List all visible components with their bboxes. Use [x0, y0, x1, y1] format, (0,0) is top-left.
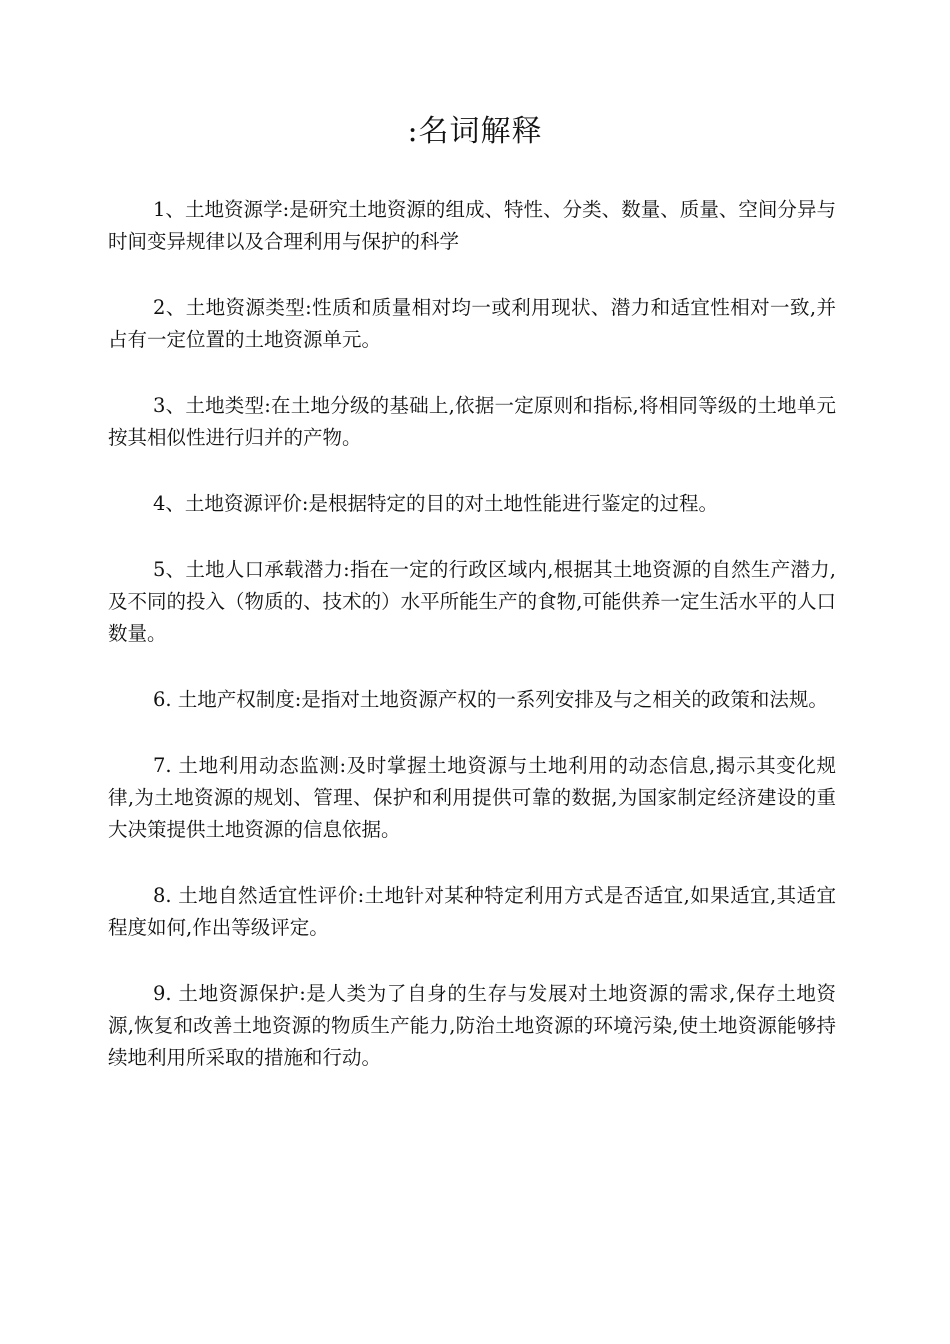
definition-item: 4、土地资源评价:是根据特定的目的对土地性能进行鉴定的过程。 [153, 492, 718, 515]
definition-item: 5、土地人口承载潜力:指在一定的行政区域内,根据其土地资源的自然生产潜力,及不同的投入（物质的、技术的）水平所能生产的食物,可能供养一定生活水平的人口数量。 [108, 558, 836, 645]
definition-item: 3、土地类型:在土地分级的基础上,依据一定原则和指标,将相同等级的土地单元按其相似性进行归并的产物。 [108, 394, 836, 449]
definition-list [108, 194, 836, 1108]
page-title: :名词解释 [407, 114, 543, 149]
definition-item: 7. 土地利用动态监测:及时掌握土地资源与土地利用的动态信息,揭示其变化规律,为土地资源的规划、管理、保护和利用提供可靠的数据,为国家制定经济建设的重大决策提供土地资源的信息依据。 [108, 754, 836, 841]
definition-item: 6. 土地产权制度:是指对土地资源产权的一系列安排及与之相关的政策和法规。 [153, 688, 828, 711]
definition-item: 8. 土地自然适宜性评价:土地针对某种特定利用方式是否适宜,如果适宜,其适宜程度如何,作出等级评定。 [108, 884, 836, 939]
definition-item: 9. 土地资源保护:是人类为了自身的生存与发展对土地资源的需求,保存土地资源,恢复和改善土地资源的物质生产能力,防治土地资源的环境污染,使土地资源能够持续地利用所采取的措施和行动。 [108, 982, 836, 1069]
definition-item: 2、土地资源类型:性质和质量相对均一或利用现状、潜力和适宜性相对一致,并占有一定位置的土地资源单元。 [108, 296, 836, 351]
definition-item: 1、土地资源学:是研究土地资源的组成、特性、分类、数量、质量、空间分异与时间变异规律以及合理利用与保护的科学 [108, 198, 836, 253]
